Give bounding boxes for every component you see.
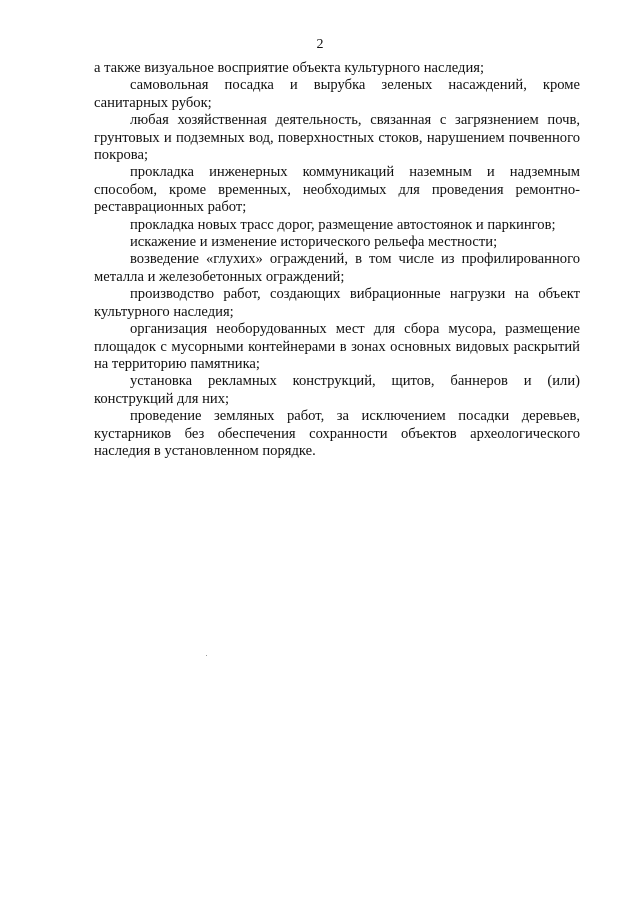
paragraph-restriction: организация необорудованных мест для сбора мусора, размещение площадок с мусорными контейнерами в зонах основных видовых раскрытий на территорию памятника; bbox=[94, 321, 580, 372]
paragraph-restriction: прокладка инженерных коммуникаций наземным и надземным способом, кроме временных, необходимых для проведения ремонтно-реставрационных работ; bbox=[94, 164, 580, 216]
paragraph-restriction: возведение «глухих» ограждений, в том числе из профилированного металла и железобетонных ограждений; bbox=[94, 251, 580, 285]
paragraph-restriction: производство работ, создающих вибрационные нагрузки на объект культурного наследия; bbox=[94, 286, 580, 320]
restrictions-list bbox=[94, 60, 580, 460]
paragraph-continuation: а также визуальное восприятие объекта культурного наследия; bbox=[94, 60, 485, 76]
paragraph-restriction: прокладка новых трасс дорог, размещение автостоянок и паркингов; bbox=[130, 216, 556, 233]
scan-speck bbox=[206, 655, 207, 656]
paragraph-restriction: самовольная посадка и вырубка зеленых насаждений, кроме санитарных рубок; bbox=[94, 77, 580, 111]
paragraph-restriction: любая хозяйственная деятельность, связанная с загрязнением почв, грунтовых и подземных вод, поверхностных стоков, нарушением почвенного покрова; bbox=[94, 112, 580, 164]
paragraph-restriction: проведение земляных работ, за исключением посадки деревьев, кустарников без обеспечения сохранности объектов археологического наследия в установленном порядке. bbox=[94, 408, 580, 459]
paragraph-restriction: установка рекламных конструкций, щитов, баннеров и (или) конструкций для них; bbox=[94, 373, 580, 407]
paragraph-restriction: искажение и изменение исторического рельефа местности; bbox=[130, 234, 498, 251]
page-number: 2 bbox=[316, 37, 324, 52]
